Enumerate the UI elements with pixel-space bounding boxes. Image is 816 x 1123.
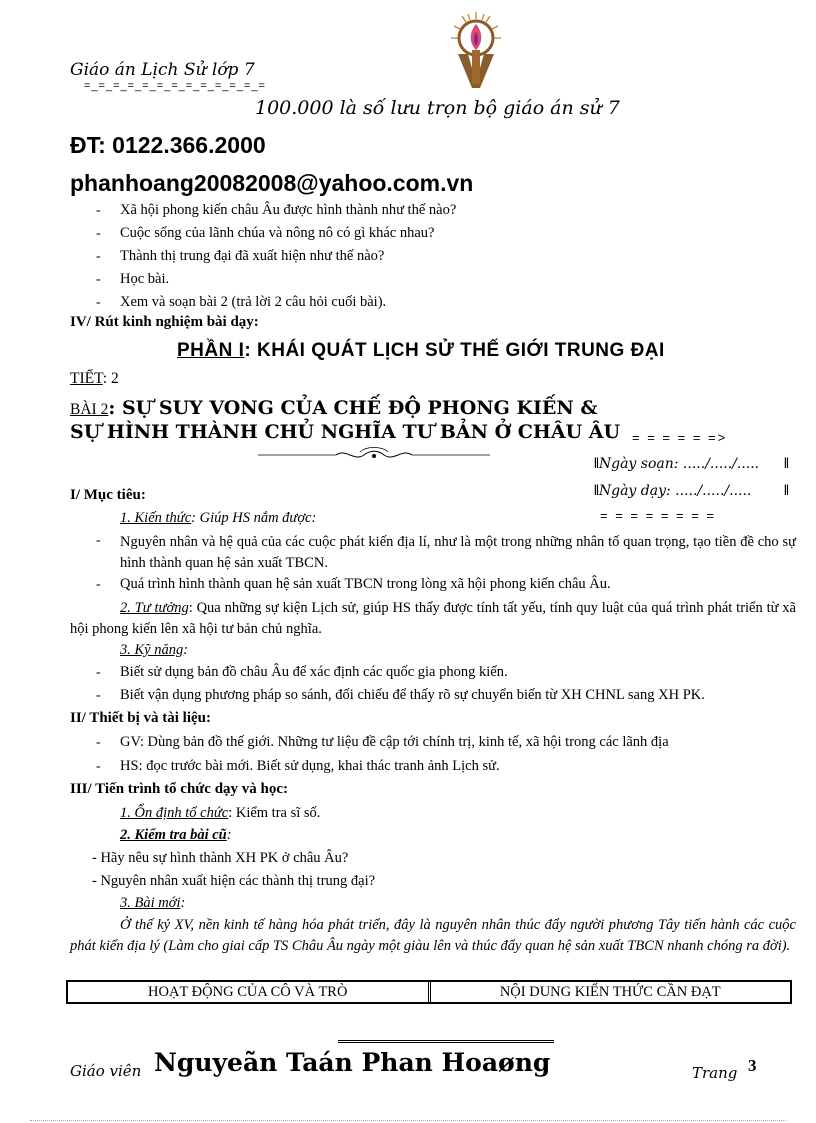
lesson-intro: Ở thế kỷ XV, nền kinh tế hàng hóa phát triển, đây là nguyên nhân thúc đẩy người phương Tây tiến hành các cuộc phát kiến địa lý (Làm cho giai cấp TS Châu Âu ngày một giàu lên và thúc đẩy quan hệ sản xuất TBCN nhanh chóng ra đời). bbox=[70, 917, 796, 954]
bullet-dash: - bbox=[96, 226, 101, 241]
bullet-dash: - bbox=[96, 203, 101, 218]
list-item: GV: Dùng bản đồ thế giới. Những tư liệu đề cập tới chính trị, kinh tế, xã hội trong các lãnh địa bbox=[120, 734, 669, 750]
equipment-heading: II/ Thiết bị và tài liệu: bbox=[70, 710, 211, 726]
objectives-heading bbox=[70, 487, 146, 504]
header-underline-deco: =_=_=_=_=_=_=_=_=_=_=_=_= bbox=[84, 80, 266, 92]
process-heading: III/ Tiến trình tổ chức dạy và học: bbox=[70, 781, 289, 797]
footer-page-number: 3 bbox=[748, 1056, 757, 1075]
dates-border-right: ‖ bbox=[784, 483, 789, 499]
part-title: : KHÁI QUÁT LỊCH SỬ THẾ GIỚI TRUNG ĐẠI bbox=[244, 340, 665, 361]
step2-line bbox=[120, 827, 232, 844]
tiet-label: TIẾT bbox=[70, 370, 103, 387]
thought-label: 2. Tư tưởng bbox=[120, 600, 189, 616]
bai-title-1: : SỰ SUY VONG CỦA CHẾ ĐỘ PHONG KIẾN & bbox=[108, 397, 598, 419]
skills-label: 3. Kỹ năng bbox=[120, 642, 184, 658]
ngay-soan: ‖Ngày soạn: ...../...../..... bbox=[594, 456, 760, 472]
header-tagline: 100.000 là số lưu trọn bộ giáo án sử 7 bbox=[255, 97, 620, 119]
bullet-dash: - bbox=[96, 295, 101, 310]
torch-logo-icon bbox=[448, 10, 504, 92]
part-label: PHẦN I bbox=[177, 340, 245, 361]
list-item: Biết vận dụng phương pháp so sánh, đối chiếu để thấy rõ sự chuyển biến từ XH CHNL sang XH PK. bbox=[120, 687, 705, 703]
step2-label: 2. Kiểm tra bài cũ bbox=[120, 827, 227, 843]
skills-line bbox=[120, 642, 188, 659]
bullet-dash: - bbox=[96, 249, 101, 264]
knowledge-text: : Giúp HS nắm được: bbox=[191, 510, 317, 526]
bullet-dash: - bbox=[96, 688, 101, 703]
subject-title: Giáo án Lịch Sử lớp 7 bbox=[70, 60, 255, 80]
list-item: - Nguyên nhân xuất hiện các thành thị trung đại? bbox=[92, 873, 376, 889]
activity-table-header bbox=[66, 980, 792, 1004]
bullet-dash: - bbox=[96, 577, 101, 592]
step3-text: : bbox=[180, 895, 186, 911]
footer-page-label: Trang bbox=[692, 1064, 738, 1082]
tiet-value: : 2 bbox=[102, 370, 119, 387]
step1-label: 1. Ổn định tổ chức bbox=[120, 805, 229, 821]
skills-text: : bbox=[183, 642, 189, 658]
bullet-dash: - bbox=[96, 665, 101, 680]
bullet-dash: - bbox=[96, 272, 101, 287]
step3-line bbox=[120, 895, 185, 912]
dates-bottom-deco: = = = = = = = = bbox=[600, 508, 717, 523]
step2-text: : bbox=[226, 827, 232, 843]
ngay-day-text: Ngày dạy: ...../...../..... bbox=[598, 483, 752, 499]
step3-label: 3. Bài mới bbox=[120, 895, 181, 911]
knowledge-line bbox=[120, 510, 316, 527]
thought-text: : Qua những sự kiện Lịch sử, giúp HS thấy được tính tất yếu, tính quy luật của quá trình phát triển từ xã hội phong kiến lên xã hội tư bản chủ nghĩa. bbox=[70, 600, 796, 637]
dates-top-deco: = = = = = => bbox=[632, 430, 728, 445]
lesson-title-line1 bbox=[70, 397, 598, 419]
list-item: - Hãy nêu sự hình thành XH PK ở châu Âu? bbox=[92, 850, 349, 866]
list-item: Cuộc sống của lãnh chúa và nông nô có gì khác nhau? bbox=[120, 225, 435, 241]
table-header-col-content: NỘI DUNG KIẾN THỨC CẦN ĐẠT bbox=[428, 982, 791, 1002]
ornament-divider-icon bbox=[256, 444, 492, 464]
bullet-dash: - bbox=[96, 533, 101, 548]
ngay-day: ‖Ngày dạy: ...../...../..... bbox=[594, 483, 752, 499]
contact-phone: ĐT: 0122.366.2000 bbox=[70, 132, 266, 158]
footer-teacher-label: Giáo viên bbox=[70, 1062, 142, 1080]
list-item: HS: đọc trước bài mới. Biết sử dụng, khai thác tranh ảnh Lịch sử. bbox=[120, 758, 500, 774]
bullet-dash: - bbox=[96, 735, 101, 750]
dates-border-right: ‖ bbox=[784, 456, 789, 472]
objectives-heading-text: I/ Mục tiêu: bbox=[70, 487, 146, 503]
footer-divider bbox=[338, 1040, 554, 1043]
footer-dotted-line bbox=[30, 1120, 786, 1121]
list-item: Học bài. bbox=[120, 271, 170, 287]
lesson-tiet bbox=[70, 370, 119, 388]
bullet-dash: - bbox=[96, 759, 101, 774]
contact-email: phanhoang20082008@yahoo.com.vn bbox=[70, 170, 474, 196]
bai-label: BÀI 2 bbox=[70, 401, 109, 418]
step1-line bbox=[120, 805, 320, 822]
step1-text: : Kiểm tra sĩ số. bbox=[228, 805, 321, 821]
list-item: Nguyên nhân và hệ quả của các cuộc phát kiến địa lí, như là một trong những nhân tố quan trọng, tạo tiền đề cho sự hình thành quan hệ sản xuất TBCN. bbox=[120, 534, 796, 571]
list-item: Quá trình hình thành quan hệ sản xuất TBCN trong lòng xã hội phong kiến châu Âu. bbox=[120, 576, 611, 592]
table-header-col-activity: HOẠT ĐỘNG CỦA CÔ VÀ TRÒ bbox=[148, 983, 348, 1000]
list-item: Biết sử dụng bản đồ châu Âu để xác định các quốc gia phong kiến. bbox=[120, 664, 508, 680]
thought-paragraph bbox=[70, 598, 796, 640]
footer-teacher-name: Nguyeãn Taán Phan Hoaøng bbox=[154, 1048, 551, 1077]
part-heading bbox=[177, 340, 665, 362]
list-item: Thành thị trung đại đã xuất hiện như thế nào? bbox=[120, 248, 385, 264]
experience-heading: IV/ Rút kinh nghiệm bài dạy: bbox=[70, 314, 259, 330]
knowledge-label: 1. Kiến thức bbox=[120, 510, 192, 526]
list-item: Xã hội phong kiến châu Âu được hình thành như thế nào? bbox=[120, 202, 457, 218]
list-item: Xem và soạn bài 2 (trả lời 2 câu hỏi cuối bài). bbox=[120, 294, 387, 310]
lesson-title-line2: SỰ HÌNH THÀNH CHỦ NGHĨA TƯ BẢN Ở CHÂU ÂU bbox=[70, 421, 621, 443]
ngay-soan-text: Ngày soạn: ...../...../..... bbox=[598, 456, 760, 472]
